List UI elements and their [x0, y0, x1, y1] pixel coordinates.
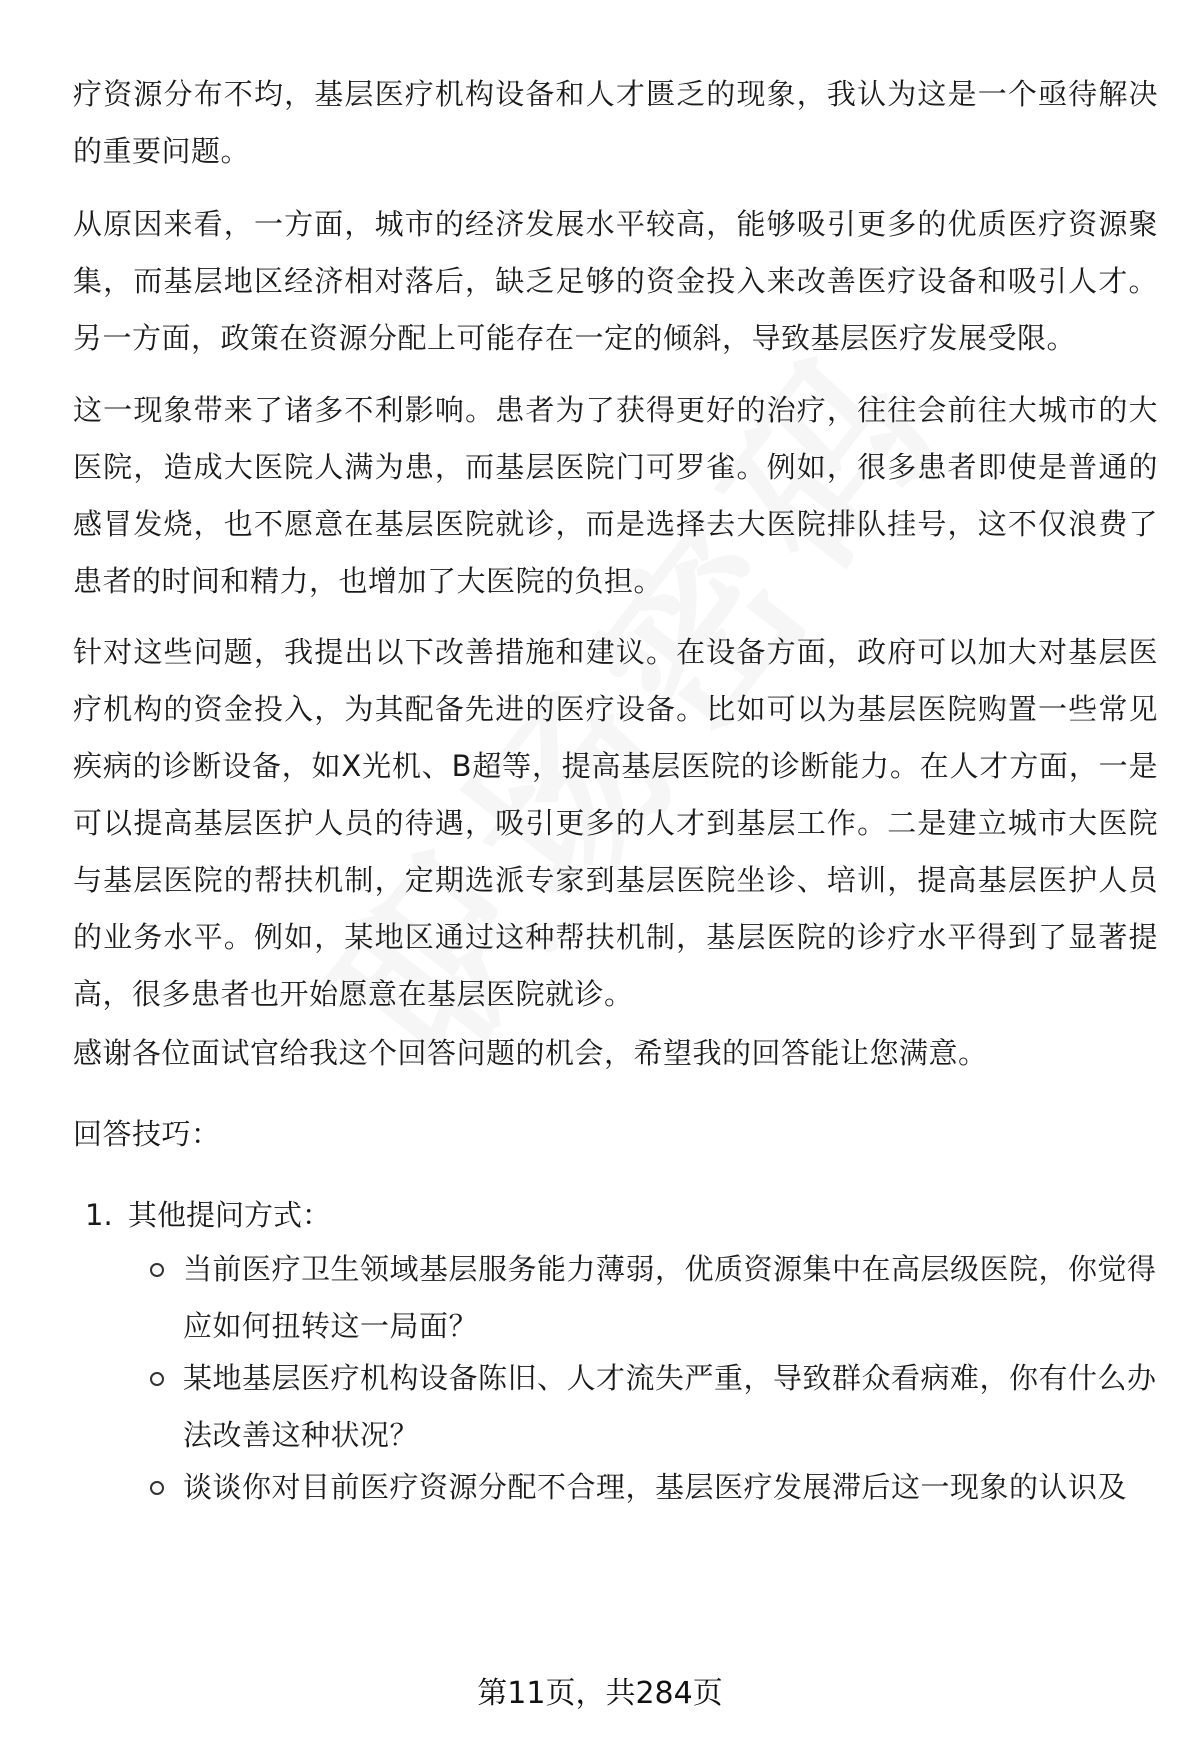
list-number: 1.	[85, 1198, 113, 1232]
subitem-1: 当前医疗卫生领域基层服务能力薄弱，优质资源集中在高层级医院，你觉得应如何扭转这一局面？	[183, 1252, 1157, 1343]
paragraph-5: 感谢各位面试官给我这个回答问题的机会，希望我的回答能让您满意。	[73, 1036, 988, 1070]
page-footer: 第11页，共284页	[477, 1676, 723, 1711]
list-item-label: 其他提问方式：	[128, 1198, 332, 1232]
paragraph-1: 疗资源分布不均，基层医疗机构设备和人才匮乏的现象，我认为这是一个亟待解决的重要问题。	[73, 77, 1158, 168]
paragraph-tips-heading: 回答技巧：	[73, 1117, 221, 1151]
subitem-3: 谈谈你对目前医疗资源分配不合理，基层医疗发展滞后这一现象的认识及	[183, 1470, 1128, 1504]
paragraph-3: 这一现象带来了诸多不利影响。患者为了获得更好的治疗，往往会前往大城市的大医院，造成大医院人满为患，而基层医院门可罗雀。例如，很多患者即使是普通的感冒发烧，也不愿意在基层医院就诊，而是选择去大医院排队挂号，这不仅浪费了患者的时间和精力，也增加了大医院的负担。	[73, 393, 1158, 598]
bullet-icon	[150, 1481, 164, 1495]
bullet-icon	[150, 1263, 164, 1277]
paragraph-4: 针对这些问题，我提出以下改善措施和建议。在设备方面，政府可以加大对基层医疗机构的资金投入，为其配备先进的医疗设备。比如可以为基层医院购置一些常见疾病的诊断设备，如X光机、B超等，提高基层医院的诊断能力。在人才方面，一是可以提高基层医护人员的待遇，吸引更多的人才到基层工作。二是建立城市大医院与基层医院的帮扶机制，定期选派专家到基层医院坐诊、培训，提高基层医护人员的业务水平。例如，某地区通过这种帮扶机制，基层医院的诊疗水平得到了显著提高，很多患者也开始愿意在基层医院就诊。	[73, 635, 1158, 1011]
subitem-2: 某地基层医疗机构设备陈旧、人才流失严重，导致群众看病难，你有什么办法改善这种状况？	[183, 1361, 1157, 1452]
paragraph-2: 从原因来看，一方面，城市的经济发展水平较高，能够吸引更多的优质医疗资源聚集，而基层地区经济相对落后，缺乏足够的资金投入来改善医疗设备和吸引人才。另一方面，政策在资源分配上可能存在一定的倾斜，导致基层医疗发展受限。	[73, 207, 1158, 355]
bullet-icon	[150, 1372, 164, 1386]
